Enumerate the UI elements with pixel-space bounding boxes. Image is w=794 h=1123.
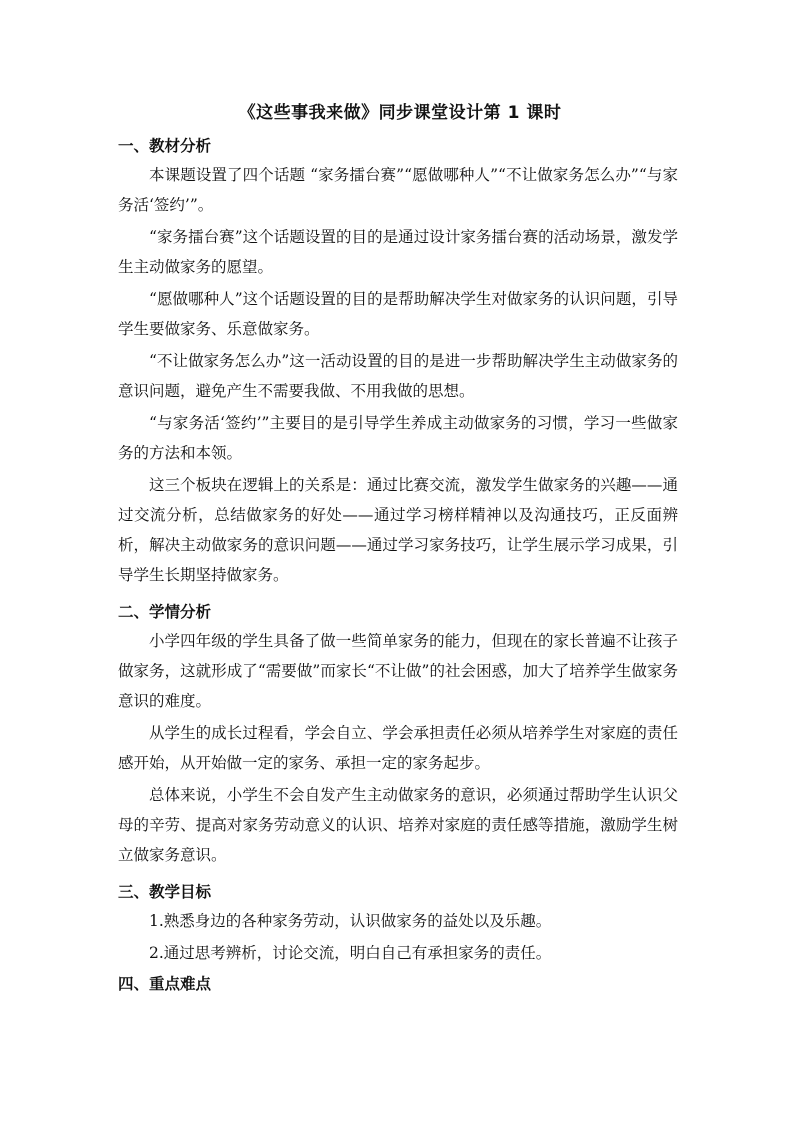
section-heading-1: 一、教材分析	[118, 137, 212, 155]
paragraph: 本课题设置了四个话题 “家务擂台赛”“愿做哪种人”“不让做家务怎么办”“与家务活‘签约’”。	[118, 166, 678, 214]
paragraph: 这三个板块在逻辑上的关系是：通过比赛交流，激发学生做家务的兴趣——通过交流分析，总结做家务的好处——通过学习榜样精神以及沟通技巧，正反面辨析，解决主动做家务的意识问题——通过学习家务技巧，让学生展示学习成果，引导学生长期坚持做家务。	[118, 476, 678, 584]
section-heading-3: 三、教学目标	[118, 883, 212, 901]
paragraph: 总体来说，小学生不会自发产生主动做家务的意识，必须通过帮助学生认识父母的辛劳、提高对家务劳动意义的认识、培养对家庭的责任感等措施，激励学生树立做家务意识。	[118, 786, 678, 864]
document-title: 《这些事我来做》同步课堂设计第 1 课时	[238, 103, 562, 123]
paragraph: 从学生的成长过程看，学会自立、学会承担责任必须从培养学生对家庭的责任感开始，从开始做一定的家务、承担一定的家务起步。	[118, 724, 678, 772]
paragraph: “愿做哪种人”这个话题设置的目的是帮助解决学生对做家务的认识问题，引导学生要做家务、乐意做家务。	[118, 290, 678, 338]
paragraph: “不让做家务怎么办”这一活动设置的目的是进一步帮助解决学生主动做家务的意识问题，避免产生不需要我做、不用我做的思想。	[118, 352, 678, 400]
paragraph: 小学四年级的学生具备了做一些简单家务的能力，但现在的家长普遍不让孩子做家务，这就形成了“需要做”而家长“不让做”的社会困惑，加大了培养学生做家务意识的难度。	[118, 632, 678, 710]
section-heading-2: 二、学情分析	[118, 603, 212, 621]
paragraph: 1.熟悉身边的各种家务劳动，认识做家务的益处以及乐趣。	[149, 912, 552, 930]
paragraph: “家务擂台赛”这个话题设置的目的是通过设计家务擂台赛的活动场景，激发学生主动做家务的愿望。	[118, 228, 678, 276]
paragraph: “与家务活‘签约’”主要目的是引导学生养成主动做家务的习惯，学习一些做家务的方法和本领。	[118, 414, 678, 462]
section-heading-4: 四、重点难点	[118, 975, 212, 993]
paragraph: 2.通过思考辨析，讨论交流，明白自己有承担家务的责任。	[149, 944, 552, 962]
